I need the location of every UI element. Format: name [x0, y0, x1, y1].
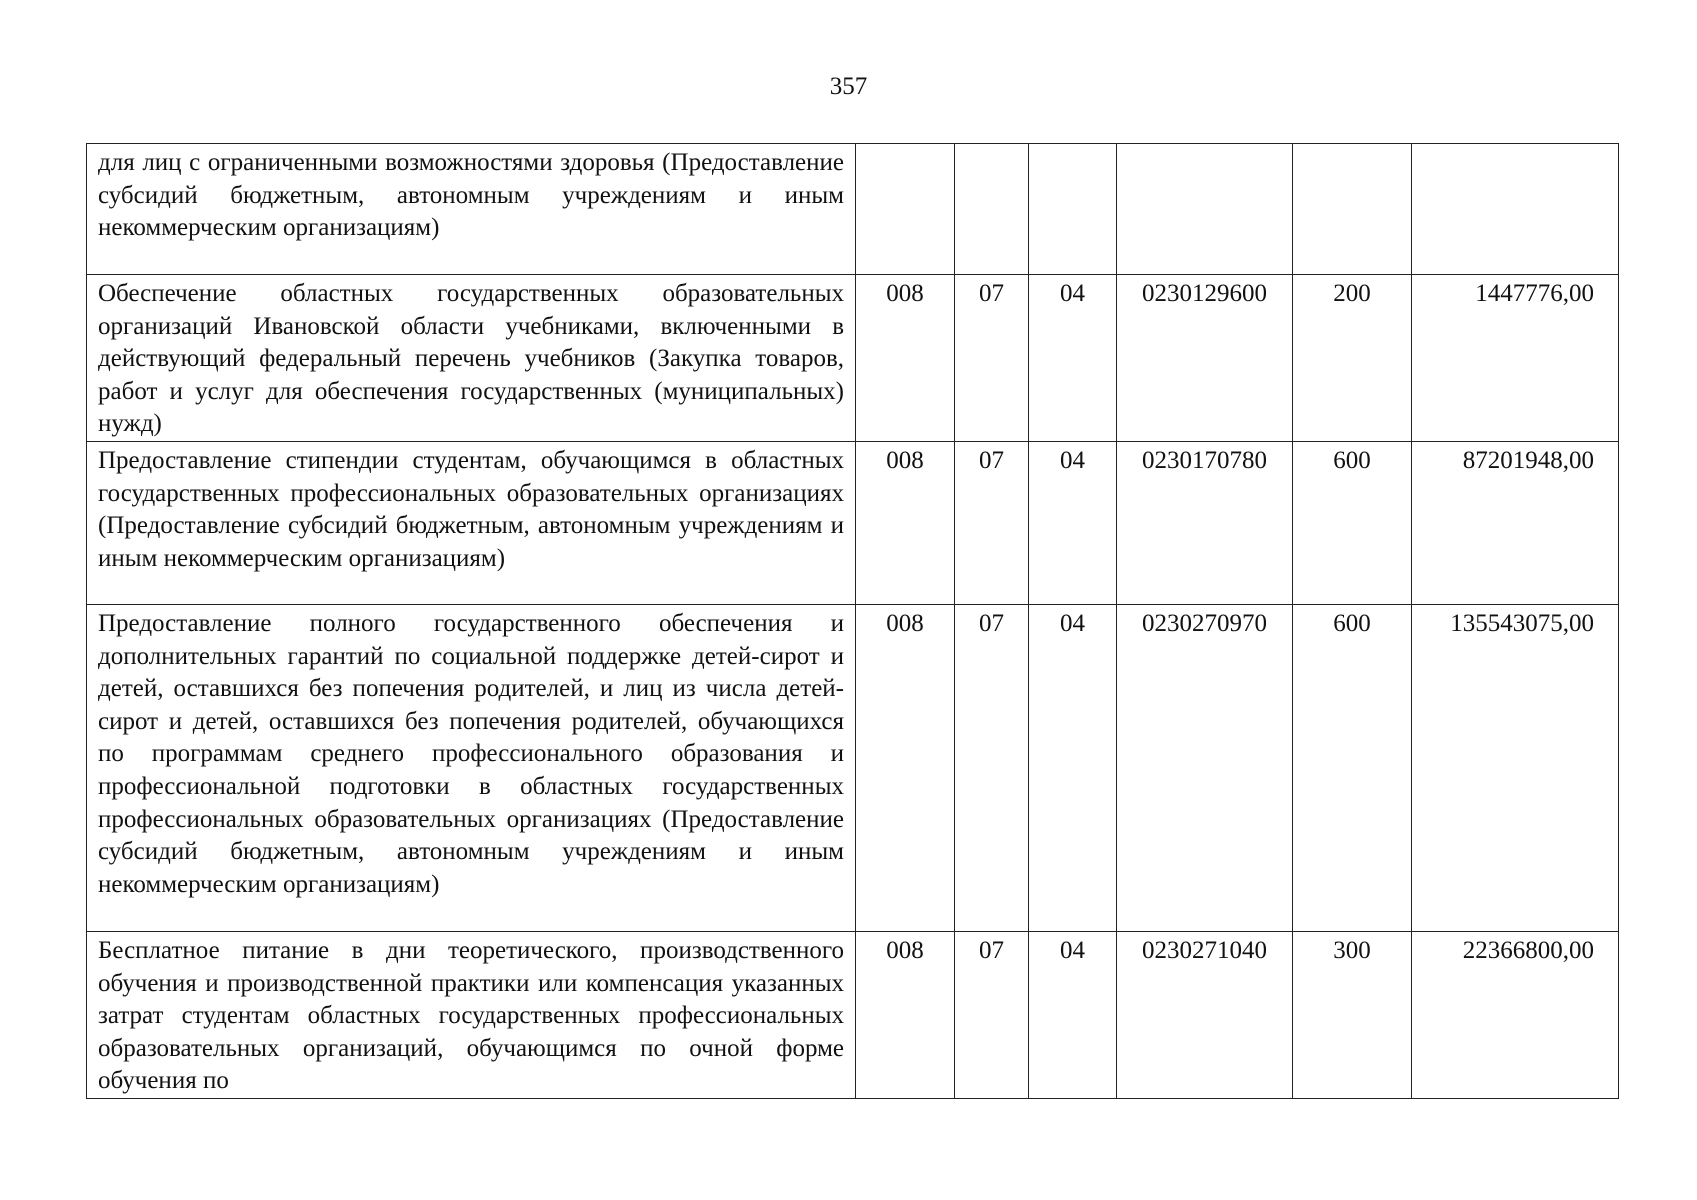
subsection-code: 04	[1029, 604, 1117, 931]
row-description: Бесплатное питание в дни теоретического, производственного обучения и производственной практики или компенсация указанных затрат студентам областных государственных профессиональных образовательных организаций, обучающимся по очной форме обучения по	[87, 931, 856, 1098]
subsection-code: 04	[1029, 931, 1117, 1098]
row-description: Предоставление стипендии студентам, обучающимся в областных государственных профессиональных образовательных организациях (Предоставление субсидий бюджетным, автономным учреждениям и иным некоммерческим организациям)	[87, 441, 856, 604]
expense-type-code: 200	[1293, 275, 1412, 442]
table-row	[87, 441, 1619, 604]
row-description: Обеспечение областных государственных образовательных организаций Ивановской области учебниками, включенными в действующий федеральный перечень учебников (Закупка товаров, работ и услуг для обеспечения государственных (муниципальных) нужд)	[87, 275, 856, 442]
expense-type-code: 600	[1293, 441, 1412, 604]
row-description: Предоставление полного государственного обеспечения и дополнительных гарантий по социальной поддержке детей-сирот и детей, оставшихся без попечения родителей, и лиц из числа детей-сирот и детей, оставшихся без попечения родителей, обучающихся по программам среднего профессионального образования и профессиональной подготовки в областных государственных профессиональных образовательных организациях (Предоставление субсидий бюджетным, автономным учреждениям и иным некоммерческим организациям)	[87, 604, 856, 931]
ministry-code: 008	[856, 275, 955, 442]
row-description: для лиц с ограниченными возможностями здоровья (Предоставление субсидий бюджетным, автономным учреждениям и иным некоммерческим организациям)	[87, 144, 856, 275]
amount: 87201948,00	[1412, 441, 1619, 604]
target-article-code: 0230270970	[1117, 604, 1293, 931]
ministry-code	[856, 144, 955, 275]
section-code	[955, 144, 1029, 275]
table-row	[87, 144, 1619, 275]
ministry-code: 008	[856, 931, 955, 1098]
amount	[1412, 144, 1619, 275]
section-code: 07	[955, 931, 1029, 1098]
amount: 135543075,00	[1412, 604, 1619, 931]
subsection-code	[1029, 144, 1117, 275]
section-code: 07	[955, 275, 1029, 442]
target-article-code: 0230129600	[1117, 275, 1293, 442]
amount: 1447776,00	[1412, 275, 1619, 442]
table-row	[87, 275, 1619, 442]
section-code: 07	[955, 441, 1029, 604]
target-article-code: 0230170780	[1117, 441, 1293, 604]
section-code: 07	[955, 604, 1029, 931]
target-article-code: 0230271040	[1117, 931, 1293, 1098]
expense-type-code: 600	[1293, 604, 1412, 931]
table-row	[87, 931, 1619, 1098]
ministry-code: 008	[856, 441, 955, 604]
expense-type-code: 300	[1293, 931, 1412, 1098]
budget-table	[86, 143, 1619, 1099]
table-row	[87, 604, 1619, 931]
target-article-code	[1117, 144, 1293, 275]
ministry-code: 008	[856, 604, 955, 931]
expense-type-code	[1293, 144, 1412, 275]
subsection-code: 04	[1029, 275, 1117, 442]
page-number: 357	[829, 73, 868, 100]
amount: 22366800,00	[1412, 931, 1619, 1098]
subsection-code: 04	[1029, 441, 1117, 604]
